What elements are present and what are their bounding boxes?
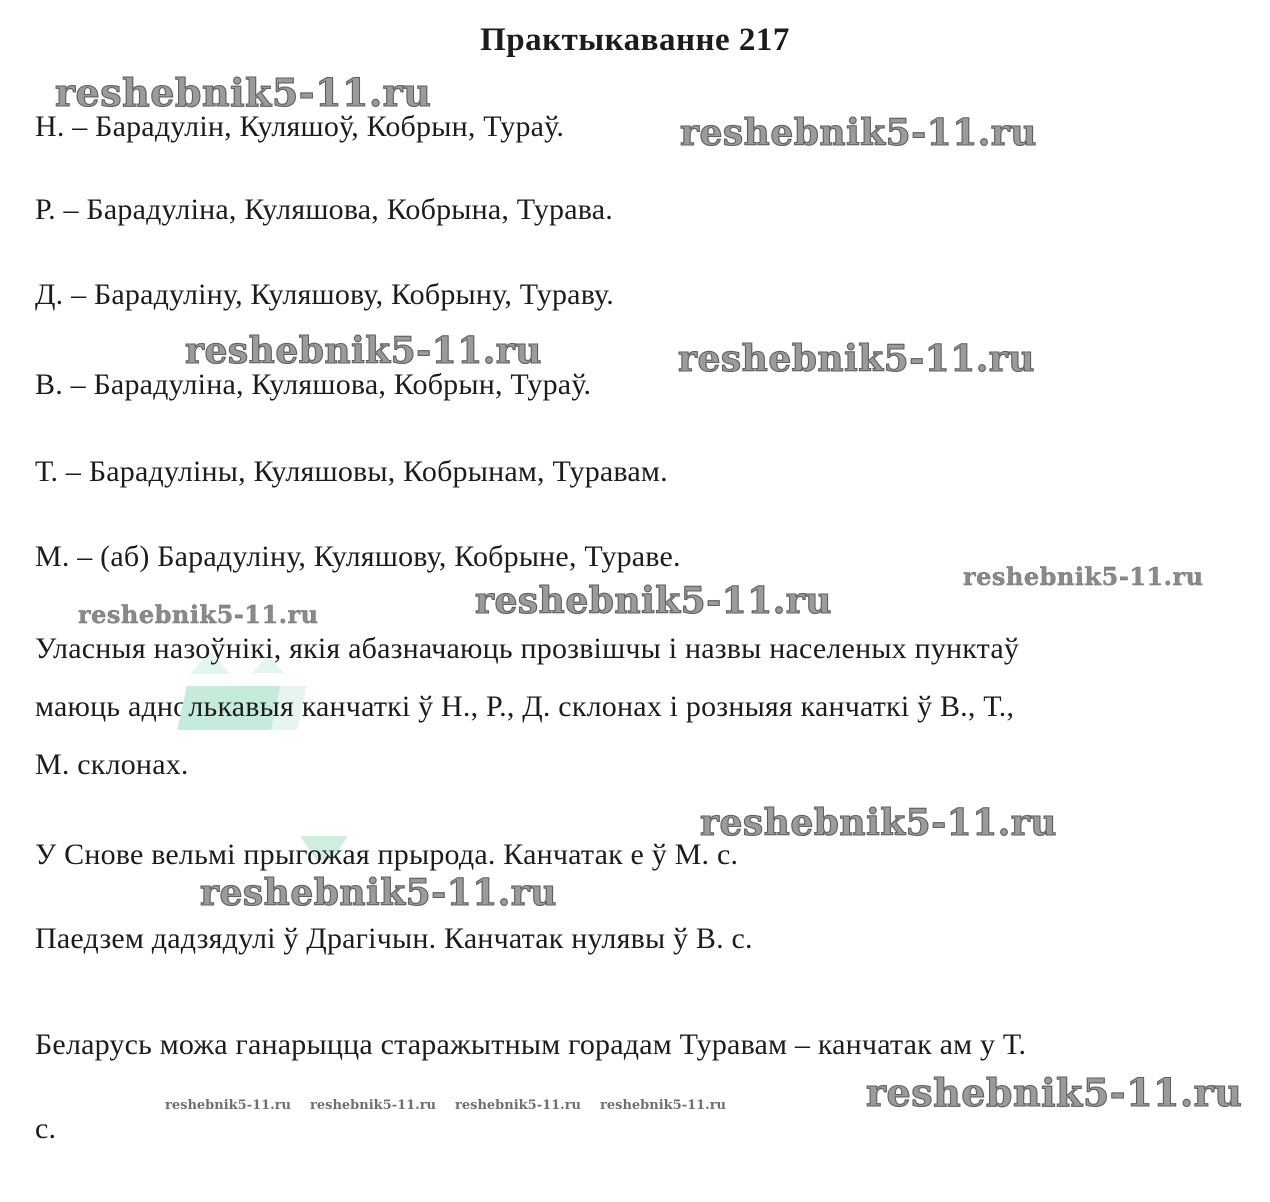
watermark: reshebnik5-11.ru (680, 112, 1037, 154)
watermark: reshebnik5-11.ru (165, 1098, 292, 1113)
case-line-nominative: Н. – Барадулін, Куляшоў, Кобрын, Тураў. (35, 110, 565, 143)
sentence-snove: У Снове вельмі прыгожая прырода. Канчатак е ў М. с. (35, 838, 739, 871)
sentence-belarus-tail: с. (35, 1112, 57, 1145)
highlighted-ending: лькавыя (188, 690, 294, 723)
case-line-accusative: В. – Барадуліна, Куляшова, Кобрын, Тураў. (35, 368, 592, 401)
watermark: reshebnik5-11.ru (185, 330, 542, 372)
watermark: reshebnik5-11.ru (200, 872, 557, 914)
page-title (0, 22, 1270, 59)
rule-text-line-2 (35, 690, 1014, 724)
rule-text-line-3: М. склонах. (35, 748, 189, 781)
case-line-dative: Д. – Барадуліну, Куляшову, Кобрыну, Тураву. (35, 278, 614, 311)
sentence-paedzem: Паедзем дадзядулі ў Драгічын. Канчатак нулявы ў В. с. (35, 922, 753, 955)
watermark: reshebnik5-11.ru (963, 562, 1204, 591)
watermark: reshebnik5-11.ru (866, 1070, 1243, 1115)
watermark: reshebnik5-11.ru (55, 70, 432, 115)
watermark: reshebnik5-11.ru (78, 600, 319, 629)
watermark: reshebnik5-11.ru (600, 1098, 727, 1113)
watermark: reshebnik5-11.ru (678, 338, 1035, 380)
case-line-locative: М. – (аб) Барадуліну, Куляшову, Кобрыне, Тураве. (35, 540, 681, 573)
sentence-belarus: Беларусь можа ганарыцца старажытным горадам Туравам – канчатак ам у Т. (35, 1028, 1027, 1061)
exercise-title: Практыкаванне 217 (480, 22, 790, 58)
rule-text-line-1: Уласныя назоўнікі, якія абазначаюць прозвішчы і назвы населеных пунктаў (35, 632, 1020, 665)
rule-text-suffix: канчаткі ў Н., Р., Д. склонах і розныяя канчаткі ў В., Т., (294, 690, 1015, 723)
case-line-genitive: Р. – Барадуліна, Куляшова, Кобрына, Турава. (35, 193, 613, 226)
watermark: reshebnik5-11.ru (700, 802, 1057, 844)
watermark: reshebnik5-11.ru (455, 1098, 582, 1113)
watermark: reshebnik5-11.ru (310, 1098, 437, 1113)
rule-text-prefix: маюць адно (35, 690, 189, 723)
watermark: reshebnik5-11.ru (475, 580, 832, 622)
case-line-instrumental: Т. – Барадуліны, Куляшовы, Кобрынам, Туравам. (35, 455, 668, 488)
